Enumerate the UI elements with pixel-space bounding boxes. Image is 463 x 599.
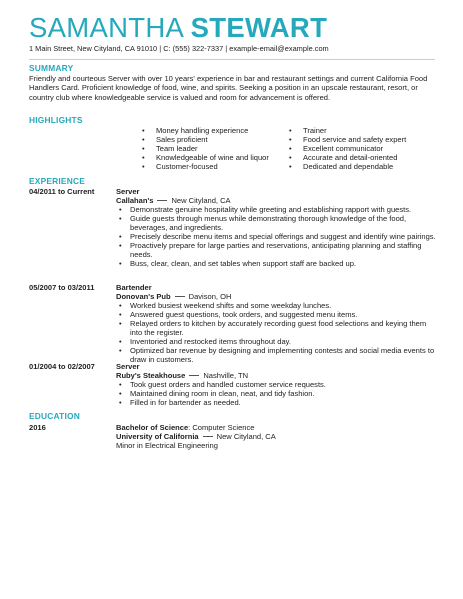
dash-separator — [203, 436, 213, 437]
degree-line — [116, 423, 438, 432]
list-item: • Excellent communicator — [289, 145, 449, 154]
job-title: Server — [116, 187, 140, 196]
job-dates: 04/2011 to Current — [29, 187, 95, 196]
dash-separator — [189, 375, 199, 376]
school-name: University of California — [116, 432, 199, 441]
list-item: • Trainer — [289, 127, 449, 136]
company-name: Donovan's Pub — [116, 292, 171, 301]
dash-separator — [157, 200, 167, 201]
school-line — [116, 432, 438, 441]
company-location: Davison, OH — [188, 292, 232, 301]
list-item: • Demonstrate genuine hospitality while greeting and establishing rapport with guests. — [116, 205, 438, 214]
list-item: • Proactively prepare for large parties and reservations, anticipating planning and staffing needs. — [116, 241, 438, 259]
resume-header — [29, 12, 439, 53]
first-name: SAMANTHA — [29, 12, 183, 43]
education-heading: EDUCATION — [29, 411, 80, 421]
contact-line: 1 Main Street, New Cityland, CA 91010 | C: (555) 322-7337 | example-email@example.com — [29, 44, 329, 53]
list-item: • Dedicated and dependable — [289, 163, 449, 172]
company-name: Ruby's Steakhouse — [116, 371, 186, 380]
list-item: • Knowledgeable of wine and liquor — [142, 154, 302, 163]
candidate-name — [29, 12, 439, 44]
list-item: • Took guest orders and handled customer service requests. — [116, 380, 438, 389]
list-item: • Team leader — [142, 145, 302, 154]
list-item: • Accurate and detail-oriented — [289, 154, 449, 163]
list-item: • Sales proficient — [142, 136, 302, 145]
minor-line: Minor in Electrical Engineering — [116, 441, 218, 450]
list-item: • Buss, clear, clean, and set tables when support staff are backed up. — [116, 259, 438, 268]
last-name: STEWART — [190, 12, 328, 43]
list-item: • Money handling experience — [142, 127, 302, 136]
list-item: • Customer-focused — [142, 163, 302, 172]
experience-heading: EXPERIENCE — [29, 176, 85, 186]
header-divider — [29, 59, 435, 60]
list-item: • Relayed orders to kitchen by accurately recording guest food selections and keying them into the register. — [116, 319, 438, 337]
highlights-heading: HIGHLIGHTS — [29, 115, 83, 125]
job-dates: 01/2004 to 02/2007 — [29, 362, 95, 371]
summary-text: Friendly and courteous Server with over 10 years' experience in bar and restaurant settings and current California Food Handlers Card. Proficient knowledge of food, wine, and spirits. Seeking a position in an upscale restaurant, resort, or country club where knowledgeable service is valued and room for advancement is offered. — [29, 74, 428, 102]
list-item: • Worked busiest weekend shifts and some weekday lunches. — [116, 301, 438, 310]
company-name: Callahan's — [116, 196, 154, 205]
list-item: • Maintained dining room in clean, neat, and tidy fashion. — [116, 389, 438, 398]
list-item: • Food service and safety expert — [289, 136, 449, 145]
list-item: • Guide guests through menus while demonstrating thorough knowledge of the food, beverages, and ingredients. — [116, 214, 438, 232]
job-title: Bartender — [116, 283, 152, 292]
school-location: New Cityland, CA — [216, 432, 276, 441]
dash-separator — [175, 296, 185, 297]
list-item: • Precisely describe menu items and special offerings and suggest and identify wine pairings. — [116, 232, 438, 241]
list-item: • Filled in for bartender as needed. — [116, 398, 438, 407]
degree-field: : Computer Science — [188, 423, 255, 432]
list-item: • Optimized bar revenue by designing and implementing contests and social media events to draw in customers. — [116, 346, 438, 364]
degree-label: Bachelor of Science — [116, 423, 189, 432]
education-year: 2016 — [29, 423, 46, 432]
job-company-line — [116, 371, 438, 380]
highlights-right-column — [289, 127, 449, 172]
job-title: Server — [116, 362, 140, 371]
job-company-line — [116, 292, 438, 301]
company-location: New Cityland, CA — [171, 196, 231, 205]
job-dates: 05/2007 to 03/2011 — [29, 283, 95, 292]
summary-heading: SUMMARY — [29, 63, 74, 73]
highlights-left-column — [142, 127, 302, 172]
job-company-line — [116, 196, 438, 205]
company-location: Nashville, TN — [203, 371, 249, 380]
list-item: • Answered guest questions, took orders, and suggested menu items. — [116, 310, 438, 319]
list-item: • Inventoried and restocked items throughout day. — [116, 337, 438, 346]
